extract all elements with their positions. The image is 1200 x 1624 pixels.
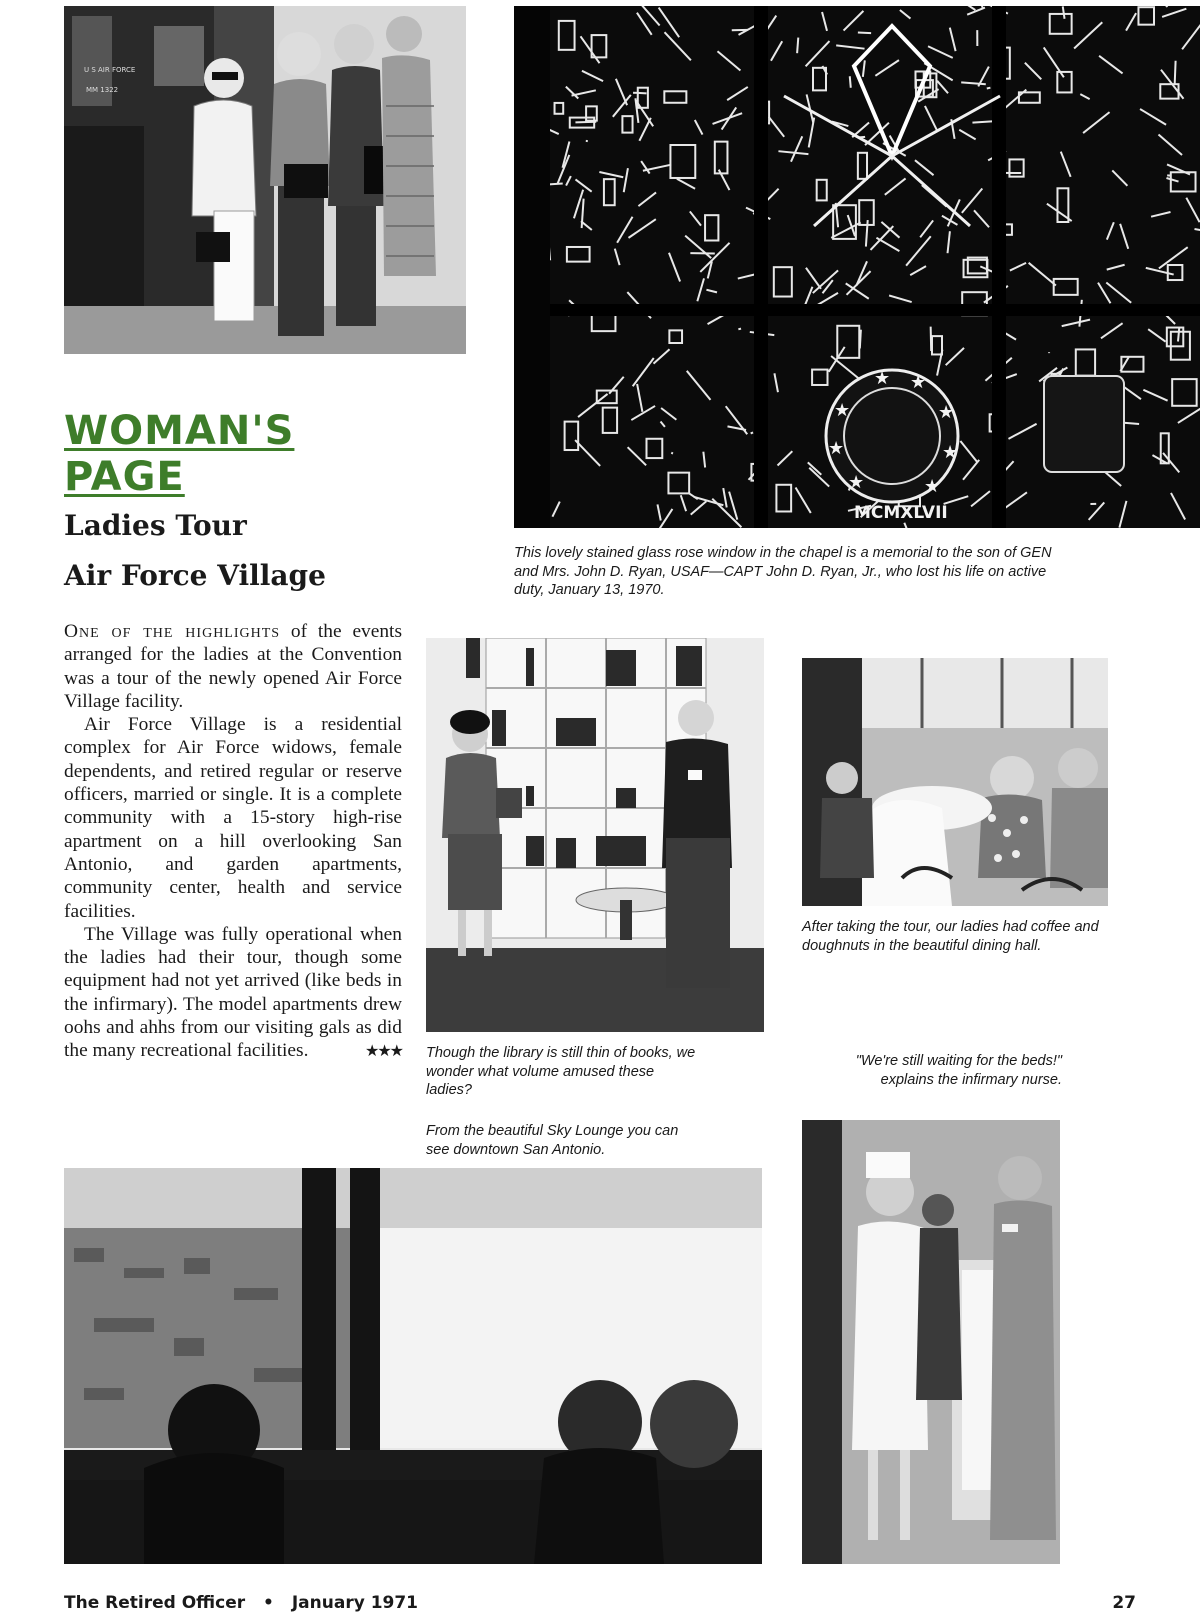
svg-text:★: ★ [834, 400, 851, 421]
bus-number: MM 1322 [86, 86, 119, 94]
bus-lettering: U S AIR FORCE [84, 66, 136, 74]
stained-glass-caption: This lovely stained glass rose window in the chapel is a memorial to the son of GEN and Mrs. John D. Ryan, USAF—CAPT John D. Ryan, Jr., who lost his life on active duty, January 13, 1970. [514, 545, 1052, 598]
footer-publication-name: The Retired Officer [64, 1593, 246, 1613]
library-caption: Though the library is still thin of books, we wonder what volume amused these ladies? [426, 1045, 696, 1098]
svg-text:★: ★ [828, 438, 845, 459]
bus-boarding-photo [64, 6, 466, 354]
article-headline-line2: Air Force Village [64, 559, 326, 592]
footer-separator: • [263, 1593, 274, 1613]
article-paragraph-3 [64, 923, 402, 1063]
article-paragraph-3-text: The Village was fully operational when the ladies had their tour, though some equipment had not yet arrived (like beds in the infirmary). The model apartments drew oohs and ahhs from our visiting gals as did the many recreational facilities. [64, 923, 402, 1062]
window-roman-numeral: MCMXLVII [854, 503, 948, 523]
infirmary-photo [802, 1120, 1060, 1564]
article-lead-in: One of the highlights [64, 621, 281, 642]
svg-text:★: ★ [910, 372, 927, 393]
article-body [64, 620, 402, 1063]
infirmary-caption: "We're still waiting for the beds!" explains the infirmary nurse. [855, 1053, 1062, 1088]
dining-hall-photo [802, 658, 1108, 906]
svg-text:★: ★ [874, 368, 891, 389]
article-paragraph-1-text: of the events arranged for the ladies at the Convention was a tour of the newly opened Air Force Village facility. [64, 621, 402, 712]
svg-text:★: ★ [938, 402, 955, 423]
section-title-text: WOMAN'S PAGE [64, 408, 295, 500]
section-title [64, 408, 394, 500]
article-paragraph-2: Air Force Village is a residential complex for Air Force widows, female dependents, and retired regular or reserve officers, married or single. It is a complete community with a 15-story high-rise apartment on a hill overlooking San Antonio, and garden apartments, community center, health and service facilities. [64, 714, 402, 922]
svg-text:★: ★ [848, 472, 865, 493]
sky-lounge-photo [64, 1168, 762, 1564]
footer-date: January 1971 [291, 1593, 419, 1613]
sky-lounge-caption: From the beautiful Sky Lounge you can see downtown San Antonio. [426, 1123, 679, 1158]
page-number: 27 [1112, 1593, 1136, 1613]
library-photo [426, 638, 764, 1032]
article-paragraph-1 [64, 620, 402, 713]
svg-text:★: ★ [924, 476, 941, 497]
dining-hall-caption: After taking the tour, our ladies had coffee and doughnuts in the beautiful dining hall. [802, 919, 1099, 954]
article-headline-line1: Ladies Tour [64, 509, 247, 542]
end-mark-stars: ★★★ [364, 1041, 402, 1061]
stained-glass-window-photo [514, 6, 1200, 528]
footer-publication [64, 1588, 484, 1618]
svg-text:★: ★ [942, 442, 959, 463]
